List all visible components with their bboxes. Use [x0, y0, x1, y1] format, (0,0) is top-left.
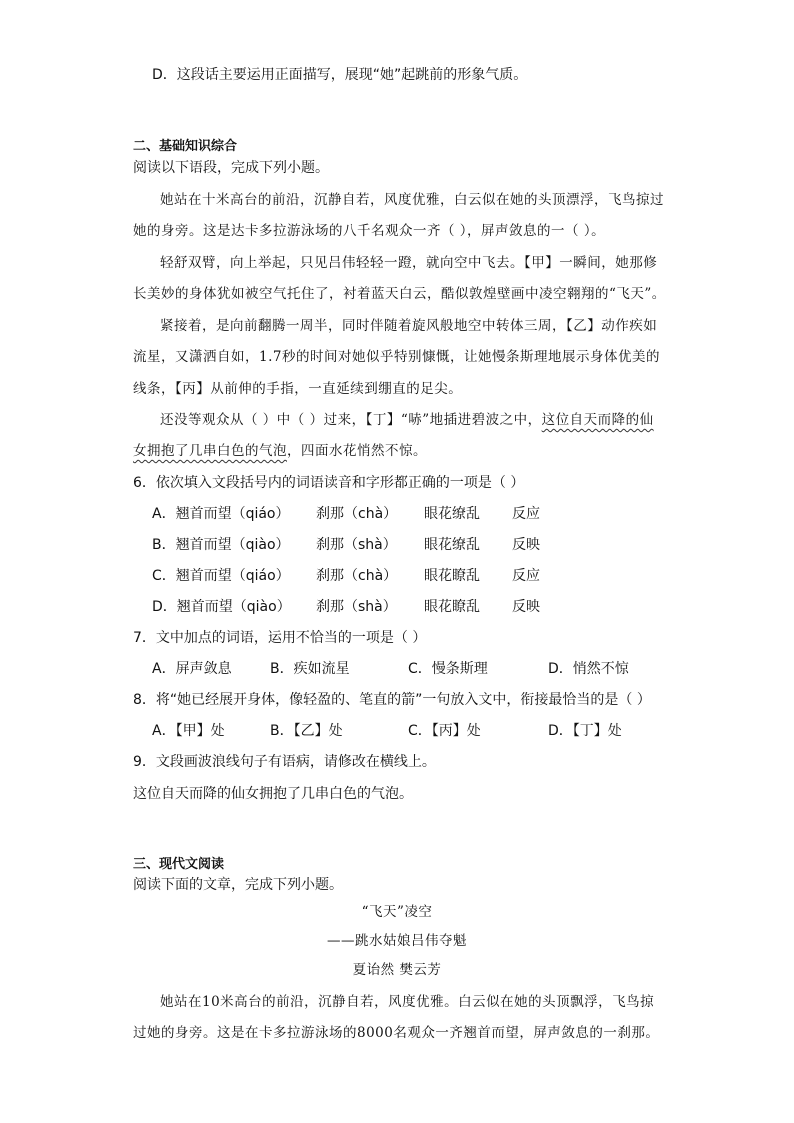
- option-word-1: A．翘首而望（qiáo）: [152, 506, 290, 522]
- section3-instruction: 阅读下面的文章，完成下列小题。: [133, 877, 343, 893]
- question-8-option-c[interactable]: C．【丙】处: [408, 723, 481, 739]
- question-6-stem: 6．依次填入文段括号内的词语读音和字形都正确的一项是（ ）: [133, 475, 525, 491]
- article-title: “飞天”凌空: [361, 904, 433, 920]
- question-8-option-a[interactable]: A．【甲】处: [152, 723, 225, 739]
- wavy-underlined-sentence-part2: 女拥抱了几串白色的气泡: [133, 443, 287, 459]
- article-p1-line2: 过她的身旁。这是在卡多拉游泳场的8000名观众一齐翘首而望，屏声敛息的一刹那。: [133, 1025, 660, 1041]
- option-word-4: 反应: [512, 506, 540, 522]
- passage-p4-line1: [160, 411, 654, 429]
- option-word-2: 刹那（shà）: [316, 537, 397, 553]
- option-word-3: 眼花瞭乱: [424, 599, 480, 615]
- option-word-4: 反应: [512, 568, 540, 584]
- passage-p1-line1: 她站在十米高台的前沿，沉静自若，风度优雅，白云似在她的头顶漂浮，飞鸟掠过: [160, 192, 664, 208]
- option-word-1: C．翘首而望（qiáo）: [152, 568, 290, 584]
- passage-p3-line3: 线条，【丙】从前伸的手指，一直延续到绷直的足尖。: [133, 381, 463, 397]
- prev-question-option-d: D．这段话主要运用正面描写，展现“她”起跳前的形象气质。: [152, 67, 528, 83]
- question-8-stem: 8．将“她已经展开身体，像轻盈的、笔直的箭”一句放入文中，衔接最恰当的是（ ）: [133, 692, 651, 708]
- option-word-2: 刹那（chà）: [316, 568, 398, 584]
- passage-p1-line2: 她的身旁。这是达卡多拉游泳场的八千名观众一齐（ ），屏声敛息的一（ ）。: [133, 223, 606, 239]
- question-7-stem: 7．文中加点的词语，运用不恰当的一项是（ ）: [133, 630, 427, 646]
- option-word-4: 反映: [512, 599, 540, 615]
- question-9-stem: 9．文段画波浪线句子有语病，请修改在横线上。: [133, 754, 436, 770]
- question-8-option-d[interactable]: D．【丁】处: [548, 723, 622, 739]
- option-word-2: 刹那（chà）: [316, 506, 398, 522]
- question-9-sentence: 这位自天而降的仙女拥抱了几串白色的气泡。: [133, 786, 413, 802]
- passage-p4-line2: [133, 442, 427, 460]
- passage-p3-line2: 流星，又潇洒自如，1.7秒的时间对她似乎特别慷慨，让她慢条斯理地展示身体优美的: [133, 349, 660, 365]
- section3-heading: 三、现代文阅读: [133, 857, 225, 872]
- option-word-1: D．翘首而望（qiào）: [152, 599, 291, 615]
- passage-p4-line2-text: ，四面水花悄然不惊。: [287, 443, 427, 459]
- question-7-option-a[interactable]: A．屏声敛息: [152, 661, 232, 677]
- option-word-4: 反映: [512, 537, 540, 553]
- option-word-2: 刹那（shà）: [316, 599, 397, 615]
- passage-p4-line1-text: 还没等观众从（ ）中（ ）过来，【丁】“哧”地插进碧波之中，: [160, 412, 542, 428]
- section2-instruction: 阅读以下语段，完成下列小题。: [133, 160, 329, 176]
- question-8-option-b[interactable]: B．【乙】处: [270, 723, 343, 739]
- wavy-underlined-sentence-part1: 这位自天而降的仙: [541, 412, 654, 428]
- article-authors: 夏诒然 樊云芳: [352, 962, 442, 978]
- option-word-3: 眼花缭乱: [424, 506, 480, 522]
- question-7-option-d[interactable]: D．悄然不惊: [548, 661, 629, 677]
- option-word-3: 眼花缭乱: [424, 537, 480, 553]
- question-7-option-b[interactable]: B．疾如流星: [270, 661, 350, 677]
- passage-p3-line1: 紧接着，是向前翻腾一周半，同时伴随着旋风般地空中转体三周，【乙】动作疾如: [160, 318, 658, 334]
- question-7-option-c[interactable]: C．慢条斯理: [408, 661, 488, 677]
- section2-heading: 二、基础知识综合: [133, 139, 238, 154]
- passage-p2-line2: 长美妙的身体犹如被空气托住了，衬着蓝天白云，酷似敦煌壁画中凌空翱翔的“飞天”。: [133, 286, 666, 302]
- article-subtitle: ——跳水姑娘吕伟夺魁: [327, 933, 467, 949]
- article-p1-line1: 她站在10米高台的前沿，沉静自若，风度优雅。白云似在她的头顶飘浮，飞鸟掠: [160, 994, 655, 1010]
- option-word-3: 眼花瞭乱: [424, 568, 480, 584]
- option-word-1: B．翘首而望（qiào）: [152, 537, 290, 553]
- passage-p2-line1: 轻舒双臂，向上举起，只见吕伟轻轻一蹬，就向空中飞去。【甲】一瞬间，她那修: [160, 255, 658, 271]
